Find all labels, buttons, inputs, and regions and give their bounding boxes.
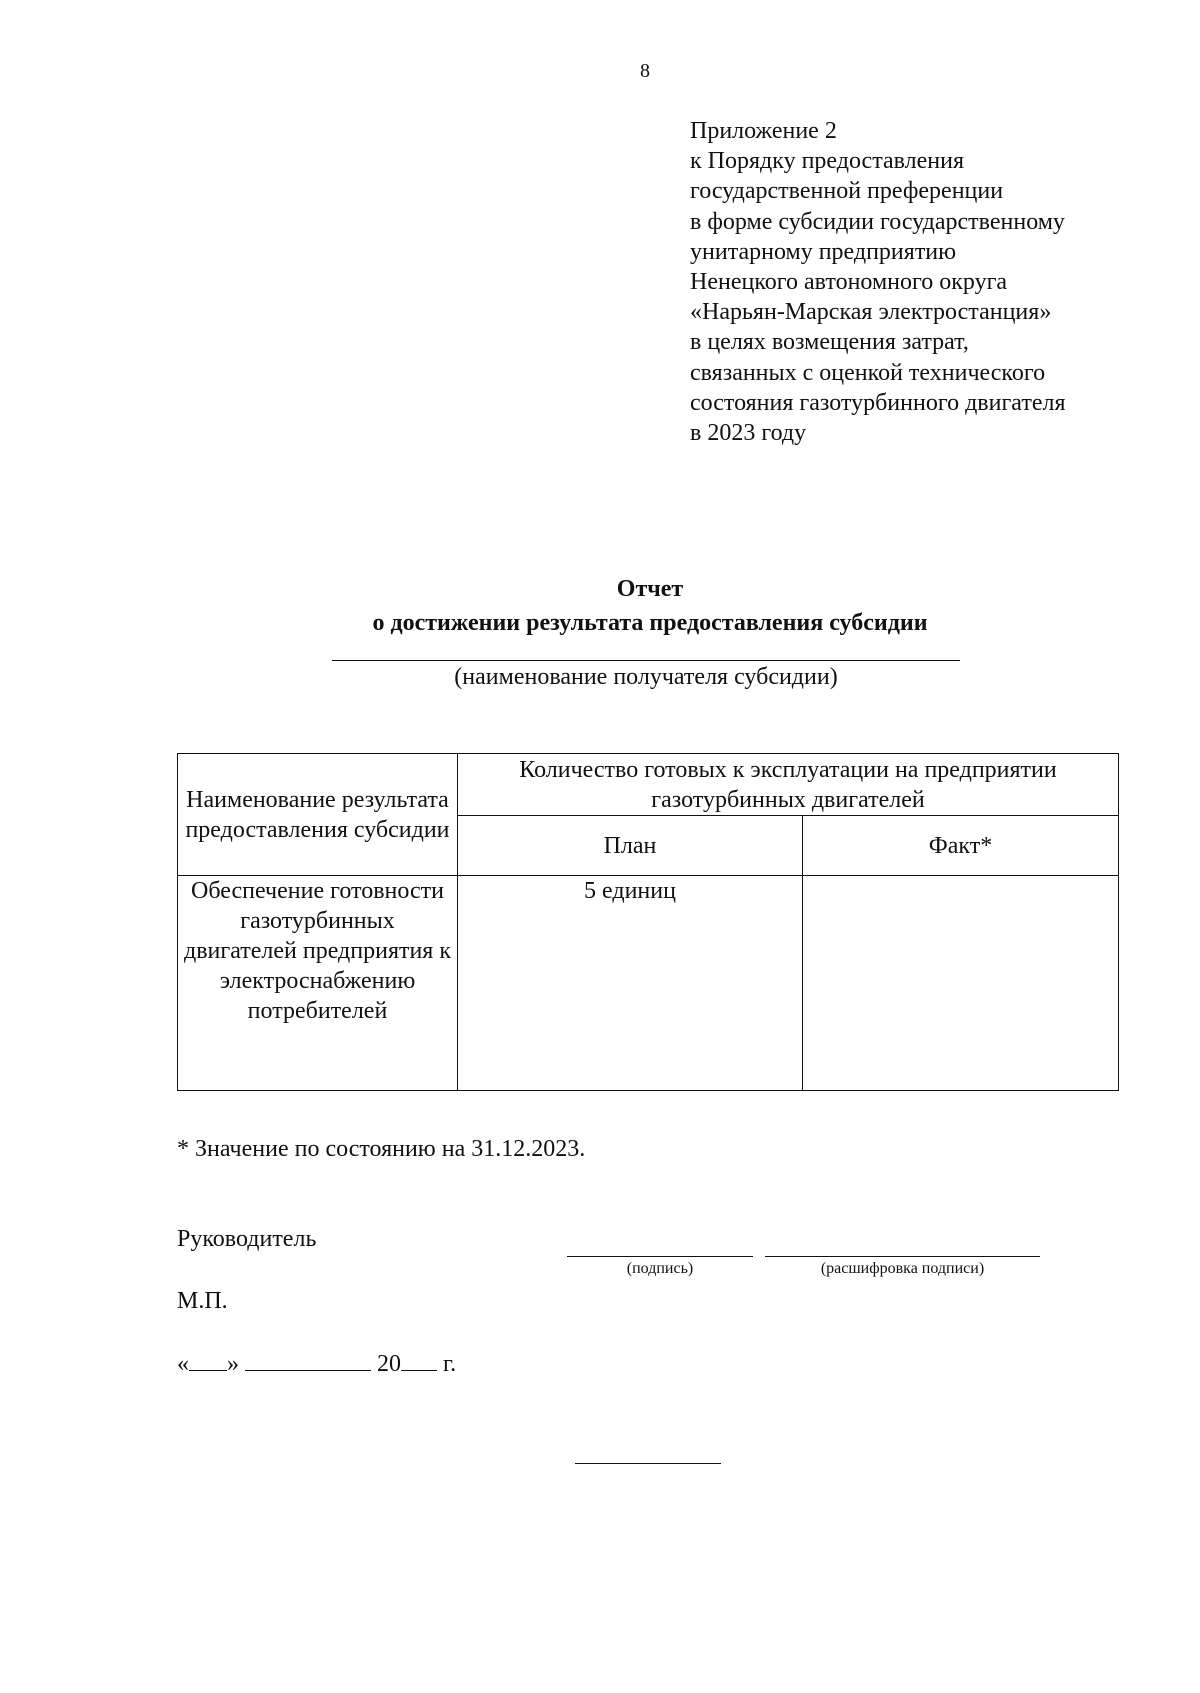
- header-plan: План: [458, 816, 803, 876]
- month-blank: [245, 1348, 371, 1371]
- stamp-label: М.П.: [177, 1288, 228, 1314]
- report-title-line2: о достижении результата предоставления субсидии: [372, 610, 928, 636]
- signature-decoding-line: [765, 1256, 1040, 1257]
- appendix-line: государственной преференции: [690, 178, 1004, 205]
- signature-decoding-caption: (расшифровка подписи): [820, 1260, 985, 1277]
- appendix-line: в целях возмещения затрат,: [690, 329, 969, 356]
- report-title: [300, 572, 1000, 640]
- appendix-line: в 2023 году: [690, 420, 807, 447]
- header-fact: Факт*: [803, 816, 1119, 876]
- header-quantity: Количество готовых к эксплуатации на предприятии газотурбинных двигателей: [458, 754, 1119, 816]
- report-table: [177, 753, 1119, 1091]
- row-fact-value: [803, 876, 1119, 1091]
- recipient-caption: (наименование получателя субсидии): [454, 664, 838, 690]
- appendix-block: [690, 116, 1065, 448]
- recipient-name-line: [332, 660, 960, 661]
- appendix-line: унитарному предприятию: [690, 238, 957, 265]
- appendix-line: состояния газотурбинного двигателя: [690, 389, 1066, 416]
- appendix-line: Ненецкого автономного округа: [690, 269, 1008, 296]
- appendix-line: связанных с оценкой технического: [690, 359, 1046, 386]
- head-label: Руководитель: [177, 1226, 317, 1252]
- signature-line: [567, 1256, 753, 1257]
- header-result-name: Наименование результата предоставления субсидии: [178, 754, 458, 876]
- appendix-line: к Порядку предоставления: [690, 148, 965, 175]
- end-separator-line: [575, 1463, 721, 1464]
- appendix-line: Приложение 2: [690, 118, 837, 144]
- appendix-line: в форме субсидии государственному: [690, 208, 1065, 235]
- date-line: [177, 1348, 456, 1378]
- row-result-name: Обеспечение готовности газотурбинных двигателей предприятия к электроснабжению потребителей: [178, 876, 458, 1091]
- signature-caption: (подпись): [626, 1260, 694, 1277]
- date-close-quote: »: [227, 1351, 239, 1377]
- row-plan-value: 5 единиц: [458, 876, 803, 1091]
- year-suffix: г.: [443, 1351, 457, 1377]
- date-open-quote: «: [177, 1351, 189, 1377]
- day-blank: [189, 1348, 227, 1371]
- year-prefix: 20: [377, 1351, 401, 1377]
- footnote: * Значение по состоянию на 31.12.2023.: [177, 1136, 586, 1162]
- page-number: 8: [640, 60, 650, 82]
- year-blank: [401, 1348, 437, 1371]
- report-title-line1: Отчет: [616, 576, 684, 602]
- appendix-line: «Нарьян-Марская электростанция»: [690, 299, 1052, 326]
